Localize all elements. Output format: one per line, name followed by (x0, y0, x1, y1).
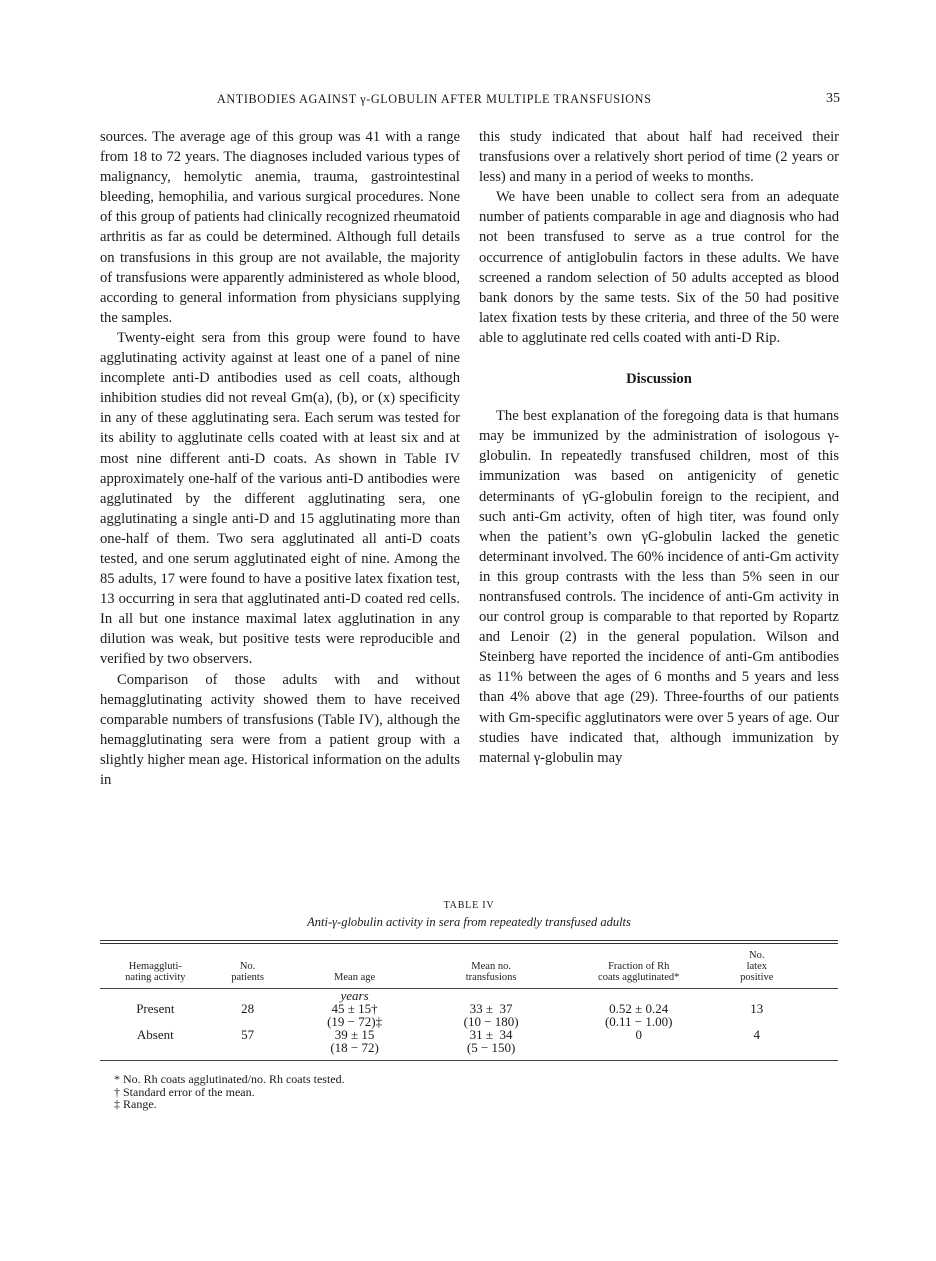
units-row (100, 989, 838, 1002)
paragraph: Twenty-eight sera from this group were found to have agglutinating activity against at least one of a panel of nine incomplete anti-D antibodies used as cell coats, although inhibition studies did not reveal Gm(a), (b), or (x) specificity in any of these agglutinating sera. Each serum was tested for its ability to agglutinate cells coated with at least six and at most nine different anti-D coats. As shown in Table IV approximately one-half of the various anti-D antibodies were agglutinated by the different agglutinating sera, one agglutinating a single anti-D and 15 agglutinating more than one-half of them. Two sera agglutinated all anti-D coats tested, and one serum agglutinated eight of nine. Among the 85 adults, 17 were found to have a positive latex fixation test, 13 occurring in sera that agglutinated anti-D coated red cells. In all but one instance maximal latex agglutination in any dilution was weak, but positive tests were reproducible and verified by two observers. (100, 329, 460, 668)
table-row (100, 1028, 838, 1060)
table-footnotes (114, 1073, 838, 1111)
paragraph: The best explanation of the foregoing data is that humans may be immunized by the administration of isologous γ-globulin. In repeatedly transfused children, most of this immunization was based on antigenicity of genetic determinants of γG-globulin foreign to the recipient, and such anti-Gm activity, often of high titer, was found only when the patient’s own γG-globulin lacked the genetic determinant involved. The 60% incidence of anti-Gm activity in this group contrasts with the less than 5% seen in our nontransfused controls. The incidence of anti-Gm activity in our control group is comparable to that reported by Ropartz and Lenoir (2) in the general population. Wilson and Steinberg have reported the incidence of anti-Gm antibodies as 11% between the ages of 6 months and 5 years and less than 4% above that age (29). Three-fourths of our patients with Gm-specific agglutinators were over 5 years of age. Our studies have indicated that, although immunization by maternal γ-globulin may (479, 408, 839, 766)
footnote-dagger: † Standard error of the mean. (114, 1084, 255, 1099)
header-fraction-rh: Fraction of Rh coats agglutinated* (598, 961, 680, 983)
paragraph: this study indicated that about half had received their transfusions over a relatively short period of time (2 years or less) and many in a period of weeks to months. (479, 129, 839, 186)
data-table (100, 944, 838, 1060)
paragraph: sources. The average age of this group was 41 with a range from 18 to 72 years. The diagnoses included various types of malignancy, hemolytic anemia, trauma, gastrointestinal bleeding, hemophilia, and various surgical procedures. None of this group of patients had clinically recognized rheumatoid arthritis as far as could be determined. Although full details on transfusions in this group are not available, the majority of transfusions were apparently administered as whole blood, according to general information from physicians supplying the samples. (100, 129, 460, 326)
paragraph: We have been unable to collect sera from an adequate number of patients comparable in age and diagnosis who had not been transfused to serve as a true control for the occurrence of antiglobulin factors in these adults. We have screened a random selection of 50 adults accepted as blood bank donors by the same tests. Six of the 50 had positive latex fixation tests by these criteria, and three of the 50 were able to agglutinate red cells coated with anti-D Rip. (479, 189, 839, 346)
table-caption: Anti-γ-globulin activity in sera from repeatedly transfused adults (307, 915, 631, 929)
table-header-row (100, 944, 838, 988)
running-head (100, 92, 840, 112)
running-title: ANTIBODIES AGAINST γ-GLOBULIN AFTER MULTIPLE TRANSFUSIONS (217, 92, 652, 106)
cell-fraction-rh: 0 (635, 1027, 642, 1042)
cell-activity: Present (136, 1001, 175, 1016)
header-transfusions: Mean no. transfusions (465, 961, 517, 983)
page-number: 35 (826, 91, 840, 106)
footnote-asterisk: * No. Rh coats agglutinated/no. Rh coats tested. (114, 1072, 345, 1086)
footnote-double-dagger: ‡ Range. (114, 1097, 157, 1111)
left-column (100, 127, 460, 790)
header-mean-age: Mean age (334, 972, 376, 983)
cell-patients: 28 (241, 1001, 255, 1016)
table-label: TABLE IV (443, 900, 495, 911)
header-latex-positive: No. latex positive (740, 950, 774, 983)
table-row (100, 1002, 838, 1028)
cell-mean-age: 45 ± 15† (19 − 72)‡ (327, 1001, 383, 1029)
paragraph: Comparison of those adults with and without hemagglutinating activity showed them to have received comparable numbers of transfusions (Table IV), although the hemagglutinating sera were from a patient group with a slightly higher mean age. Historical information on the adults in (100, 671, 460, 788)
right-column (479, 127, 839, 768)
cell-patients: 57 (241, 1027, 255, 1042)
cell-latex-positive: 4 (753, 1027, 761, 1042)
table-bottom-rule (100, 1060, 838, 1061)
cell-fraction-rh: 0.52 ± 0.24 (0.11 − 1.00) (604, 1001, 673, 1029)
cell-transfusions: 31 ± 34 (5 − 150) (466, 1027, 516, 1055)
section-heading-discussion: Discussion (626, 371, 692, 388)
units-mean-age: years (340, 988, 369, 1003)
header-activity: Hemaggluti- nating activity (125, 961, 186, 983)
header-patients: No. patients (231, 961, 264, 983)
cell-mean-age: 39 ± 15 (18 − 72) (330, 1027, 379, 1055)
cell-activity: Absent (136, 1027, 174, 1042)
cell-transfusions: 33 ± 37 (10 − 180) (463, 1001, 519, 1029)
cell-latex-positive: 13 (750, 1001, 764, 1016)
table-iv (100, 900, 838, 1111)
